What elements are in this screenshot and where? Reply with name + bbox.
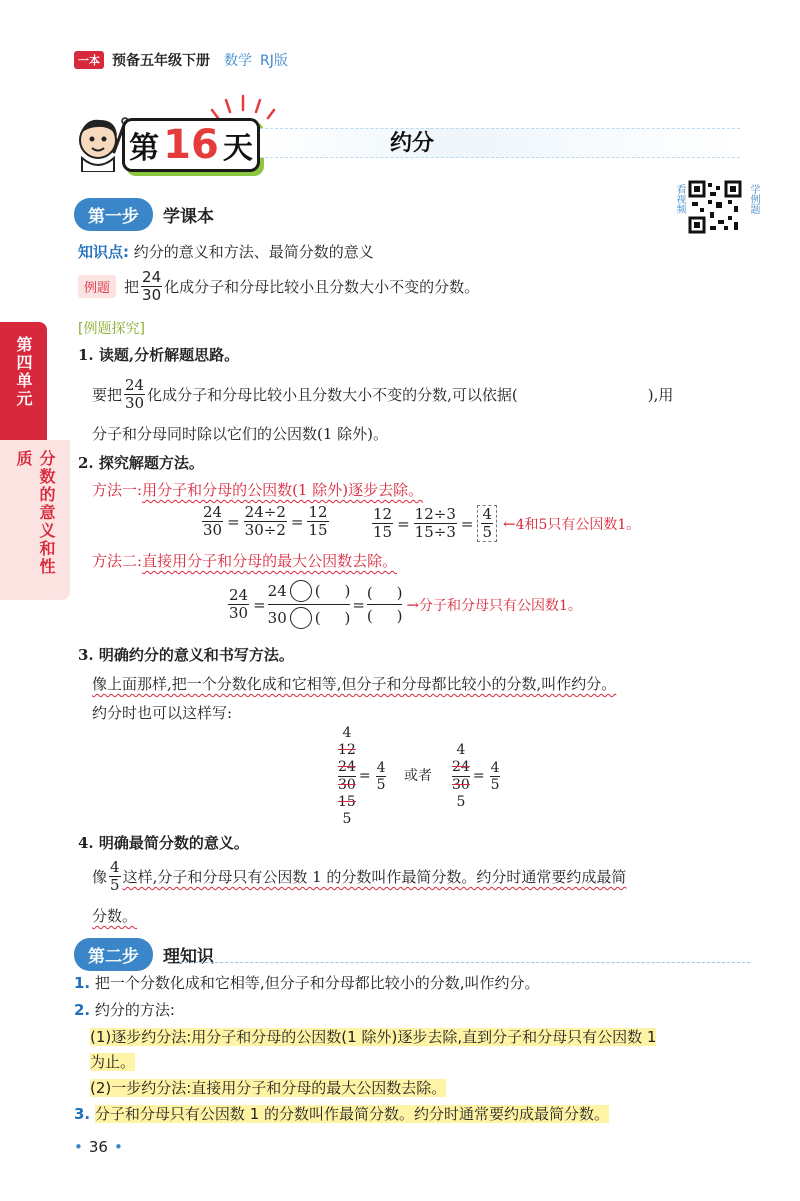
answer-denominator-blank[interactable]: ( ) bbox=[366, 607, 403, 625]
cancel-stack-2: 4 24 30 5 = $\frac{4}{5}$ bbox=[452, 742, 500, 810]
qr-code-icon[interactable] bbox=[688, 180, 742, 234]
p2a-cont: 为止。 bbox=[90, 1053, 136, 1071]
book-title: 预备五年级下册 bbox=[112, 53, 210, 69]
subject-label: 数学 bbox=[224, 53, 252, 69]
operator-circle-top[interactable] bbox=[290, 580, 312, 602]
qr-left-label: 看视频 bbox=[674, 184, 685, 214]
p1: 1. 把一个分数化成和它相等,但分子和分母都比较小的分数,叫作约分。 bbox=[74, 974, 540, 992]
qr-right-label: 学例题 bbox=[748, 184, 759, 214]
explore-label: [例题探究] bbox=[78, 321, 145, 337]
s4-line2: 分数。 bbox=[92, 907, 138, 925]
answer-numerator-blank[interactable]: ( ) bbox=[367, 584, 403, 605]
method2-note: 分子和分母只有公因数1。 bbox=[419, 597, 582, 614]
boy-mascot-icon bbox=[70, 114, 130, 172]
day-number: 16 bbox=[163, 122, 219, 168]
operator-circle-bottom[interactable] bbox=[290, 607, 312, 629]
divisor-blank-bottom[interactable]: ( ) bbox=[314, 609, 351, 627]
topic-title: 约分 bbox=[390, 131, 435, 156]
struck-number: 24 bbox=[338, 759, 356, 775]
method1-eq2: $\frac{12}{15}$ = $\frac{12\div 3}{15\div 3}$ = $\frac{4}{5}$ ← 4和5只有公因数1。 bbox=[373, 505, 641, 541]
arrow-right-icon: → bbox=[406, 595, 420, 614]
title-banner bbox=[70, 112, 750, 172]
day-prefix: 第 bbox=[129, 131, 160, 166]
s4-title: 4. 明确最简分数的意义。 bbox=[78, 834, 249, 852]
example-fraction: $\frac{24}{30}$ bbox=[142, 268, 162, 304]
example-label: 例题 bbox=[78, 275, 116, 298]
example-pre: 把 bbox=[124, 278, 140, 296]
page-header bbox=[74, 50, 288, 70]
side-tab-unit: 第四单元 bbox=[0, 322, 47, 440]
side-tab-chapter: 分数的意义和性质 bbox=[0, 440, 70, 600]
knowledge-text: 约分的意义和方法、最简分数的意义 bbox=[133, 243, 374, 261]
step2-pill: 第二步 bbox=[74, 938, 153, 971]
s4-line1: 像 $\frac{4}{5}$ 这样,分子和分母只有公因数 1 的分数叫作最简分数。约分时通常要约成最简 bbox=[92, 858, 627, 894]
knowledge-point bbox=[78, 241, 374, 262]
struck-number: 15 bbox=[338, 794, 356, 810]
step2-divider bbox=[180, 962, 750, 963]
side-tab bbox=[0, 322, 56, 582]
struck-number: 30 bbox=[452, 777, 470, 793]
step2-header bbox=[74, 938, 214, 971]
day-badge bbox=[122, 118, 260, 172]
method2-line: 方法二:直接用分子和分母的最大公因数去除。 bbox=[92, 552, 398, 570]
step2-title: 理知识 bbox=[163, 947, 214, 967]
s1-title: 1. 读题,分析解题思路。 bbox=[78, 346, 240, 364]
method2-eq: $\frac{24}{30}$ = 24 ( ) 30 ( ) = ( ) ( ) → 分子和分母只有公因数1。 bbox=[229, 582, 582, 627]
banner-band bbox=[260, 128, 740, 158]
example-post: 化成分子和分母比较小且分数大小不变的分数。 bbox=[164, 278, 480, 296]
step1-header bbox=[74, 198, 214, 231]
s3-line2: 约分时也可以这样写: bbox=[92, 704, 233, 722]
p3: 3. 分子和分母只有公因数 1 的分数叫作最简分数。约分时通常要约成最简分数。 bbox=[74, 1105, 610, 1123]
dot-icon: • bbox=[113, 1138, 123, 1156]
s1-line2: 分子和分母同时除以它们的公因数(1 除外)。 bbox=[92, 425, 389, 443]
struck-number: 12 bbox=[338, 742, 356, 758]
p2a: (1)逐步约分法:用分子和分母的公因数(1 除外)逐步去除,直到分子和分母只有公因数 1 bbox=[90, 1028, 657, 1046]
step1-title: 学课本 bbox=[163, 207, 214, 227]
or-label: 或者 bbox=[404, 768, 432, 784]
s3-line1: 像上面那样,把一个分数化成和它相等,但分子和分母都比较小的分数,叫作约分。 bbox=[92, 675, 617, 693]
p2b: (2)一步约分法:直接用分子和分母的最大公因数去除。 bbox=[90, 1079, 447, 1097]
brand-logo: 一本 bbox=[74, 51, 104, 69]
method1-eq1: $\frac{24}{30}$ = $\frac{24\div 2}{30\div 2}$ = $\frac{12}{15}$ bbox=[203, 503, 328, 539]
method1-line: 方法一:用分子和分母的公因数(1 除外)逐步去除。 bbox=[92, 481, 424, 499]
p2: 2. 约分的方法: bbox=[74, 1001, 175, 1019]
knowledge-label: 知识点: bbox=[78, 243, 129, 261]
example-line bbox=[78, 270, 479, 303]
s3-title: 3. 明确约分的意义和书写方法。 bbox=[78, 646, 294, 664]
s1-line1: 要把 $\frac{24}{30}$ 化成分子和分母比较小且分数大小不变的分数,可以依据( ),用 bbox=[92, 376, 674, 412]
step1-pill: 第一步 bbox=[74, 198, 153, 231]
divisor-blank-top[interactable]: ( ) bbox=[314, 582, 351, 600]
page-number: • 36 • bbox=[74, 1138, 123, 1156]
arrow-left-icon: ← bbox=[503, 514, 516, 533]
edition-label: RJ版 bbox=[260, 53, 288, 69]
qr-block[interactable] bbox=[672, 180, 760, 236]
method1-note: 4和5只有公因数1。 bbox=[515, 516, 641, 533]
s2-title: 2. 探究解题方法。 bbox=[78, 454, 204, 472]
struck-number: 24 bbox=[452, 759, 470, 775]
day-suffix: 天 bbox=[222, 131, 253, 166]
struck-number: 30 bbox=[338, 777, 356, 793]
cancel-stack-1: 4 12 24 30 15 5 = $\frac{4}{5}$ bbox=[338, 725, 386, 827]
result-box: $\frac{4}{5}$ bbox=[477, 505, 497, 542]
dot-icon: • bbox=[74, 1138, 83, 1156]
